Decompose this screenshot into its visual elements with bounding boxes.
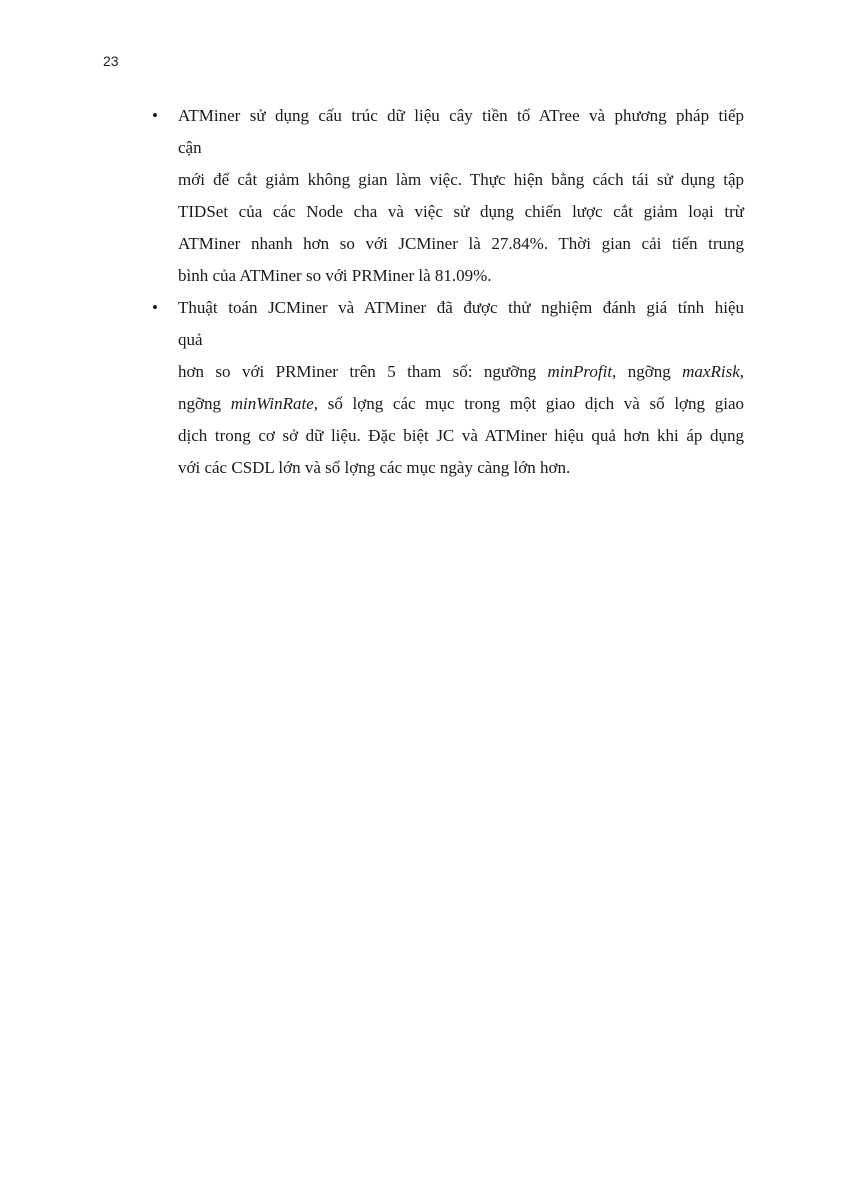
bullet-item xyxy=(152,292,744,484)
text-line: mới để cắt giảm không gian làm việc. Thực hiện bằng cách tái sử dụng tập xyxy=(178,170,744,189)
text-segment: , số lợng các mục trong một giao dịch và số lợng giao xyxy=(313,394,744,413)
text-line: quả xyxy=(178,330,203,349)
text-line xyxy=(178,356,744,388)
text-line: cận xyxy=(178,138,202,157)
page-number: 23 xyxy=(103,53,119,69)
bullet-icon: • xyxy=(152,298,158,317)
document-body xyxy=(152,100,744,484)
italic-term: minProfit xyxy=(547,362,613,381)
text-segment: , ngỡng xyxy=(612,362,683,381)
text-segment: , xyxy=(739,362,744,381)
italic-term: maxRisk xyxy=(682,362,740,381)
italic-term: minWinRate xyxy=(230,394,314,413)
bullet-icon: • xyxy=(152,106,158,125)
text-line: ATMiner sử dụng cấu trúc dữ liệu cây tiền tố ATree và phương pháp tiếp xyxy=(178,106,744,125)
text-line: với các CSDL lớn và số lợng các mục ngày càng lớn hơn. xyxy=(178,458,571,477)
bullet-item xyxy=(152,100,744,292)
text-line: dịch trong cơ sở dữ liệu. Đặc biệt JC và ATMiner hiệu quả hơn khi áp dụng xyxy=(178,426,744,445)
text-line: TIDSet của các Node cha và việc sử dụng chiến lược cắt giảm loại trừ xyxy=(178,202,744,221)
text-line xyxy=(178,388,744,420)
text-segment: ngỡng xyxy=(178,394,231,413)
text-segment: hơn so với PRMiner trên 5 tham số: ngưỡng xyxy=(178,362,548,381)
text-line: Thuật toán JCMiner và ATMiner đã được thử nghiệm đánh giá tính hiệu xyxy=(178,298,744,317)
text-line: bình của ATMiner so với PRMiner là 81.09%. xyxy=(178,266,492,285)
text-line: ATMiner nhanh hơn so với JCMiner là 27.84%. Thời gian cải tiến trung xyxy=(178,234,744,253)
